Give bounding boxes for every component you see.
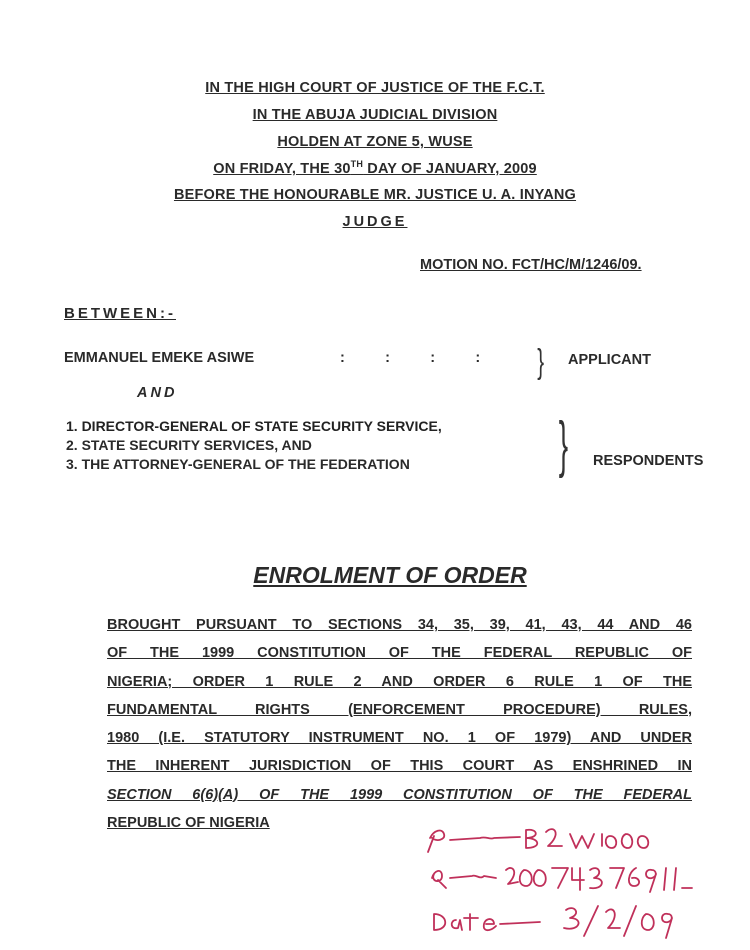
court-header-line1: IN THE HIGH COURT OF JUSTICE OF THE F.C.T. [205, 80, 545, 96]
and-label: AND [137, 385, 178, 401]
body-line: REPUBLIC OF NIGERIA [107, 815, 270, 832]
colon-separators: : : : : [340, 350, 481, 366]
date-superscript: TH [350, 159, 364, 169]
court-header-line3: HOLDEN AT ZONE 5, WUSE [277, 134, 473, 150]
respondent-2: 2. STATE SECURITY SERVICES, AND [66, 437, 312, 453]
applicant-brace: } [537, 343, 545, 381]
body-line: NIGERIA; ORDER 1 RULE 2 AND ORDER 6 RULE 1 OF THE [107, 673, 692, 690]
handwritten-receipt-annotation [420, 818, 720, 943]
court-header-line2: IN THE ABUJA JUDICIAL DIVISION [252, 107, 498, 123]
court-header-date [0, 159, 750, 177]
applicant-name: EMMANUEL EMEKE ASIWE [64, 350, 255, 366]
order-basis-paragraph [107, 611, 692, 837]
body-line: OF THE 1999 CONSTITUTION OF THE FEDERAL REPUBLIC OF [107, 645, 692, 662]
respondent-1: 1. DIRECTOR-GENERAL OF STATE SECURITY SERVICE, [66, 418, 442, 434]
between-label: BETWEEN:- [64, 305, 176, 322]
respondent-3: 3. THE ATTORNEY-GENERAL OF THE FEDERATION [66, 456, 410, 472]
respondents-brace: } [558, 410, 569, 479]
date-post: DAY OF JANUARY, 2009 [363, 160, 537, 177]
date-pre: ON FRIDAY, THE 30 [213, 160, 351, 177]
body-line: 1980 (I.E. STATUTORY INSTRUMENT NO. 1 OF 1979) AND UNDER [107, 730, 692, 747]
motion-number: MOTION NO. FCT/HC/M/1246/09. [420, 257, 642, 273]
body-line: FUNDAMENTAL RIGHTS (ENFORCEMENT PROCEDURE) RULES, [107, 701, 692, 718]
court-header-judge-line: BEFORE THE HONOURABLE MR. JUSTICE U. A. INYANG [173, 187, 577, 203]
body-line: THE INHERENT JURISDICTION OF THIS COURT AS ENSHRINED IN [107, 758, 692, 775]
body-line: BROUGHT PURSUANT TO SECTIONS 34, 35, 39, 41, 43, 44 AND 46 [107, 617, 692, 633]
applicant-label: APPLICANT [568, 352, 651, 368]
document-title: ENROLMENT OF ORDER [253, 562, 527, 588]
body-line: SECTION 6(6)(A) OF THE 1999 CONSTITUTION OF THE FEDERAL [107, 786, 692, 803]
court-header-judge-title: JUDGE [342, 214, 408, 230]
respondents-label: RESPONDENTS [593, 453, 704, 469]
